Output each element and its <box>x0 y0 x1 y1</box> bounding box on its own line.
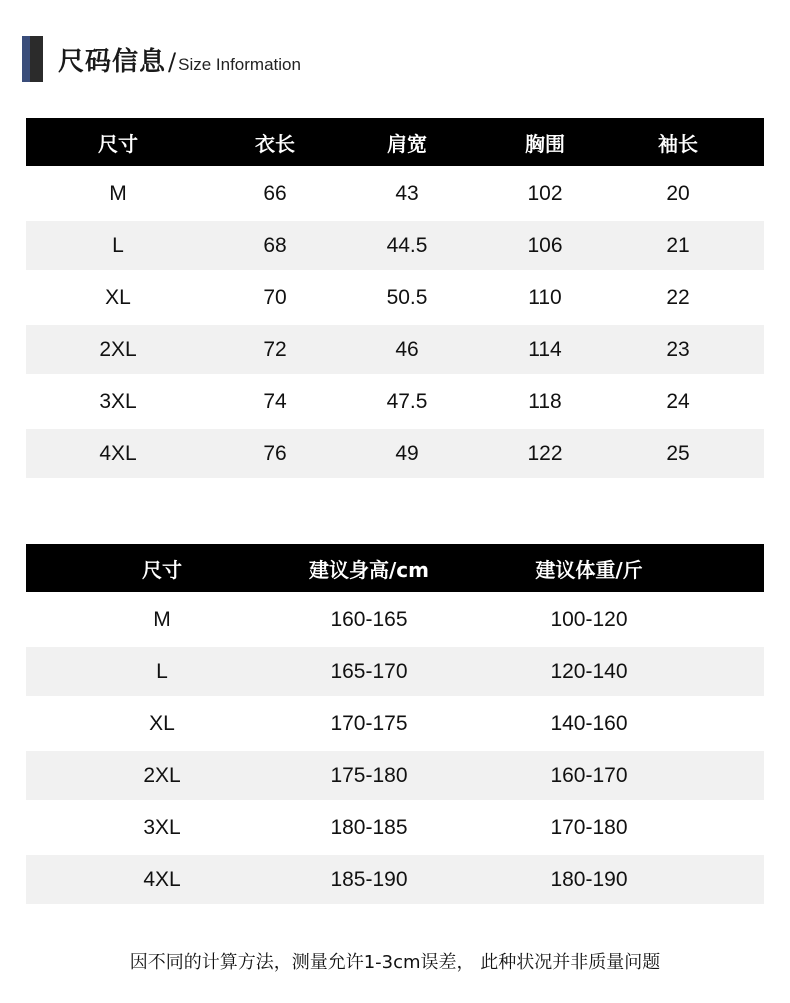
title-text <box>58 41 301 78</box>
cell-sleeve: 25 <box>666 441 690 465</box>
cell-chest: 118 <box>528 389 562 413</box>
cell-length: 74 <box>263 389 287 413</box>
cell-size: L <box>112 233 124 257</box>
cell-height: 185-190 <box>330 867 408 891</box>
cell-shoulder: 43 <box>395 181 419 205</box>
table-row <box>26 374 764 429</box>
column-header-weight: 建议体重/斤 <box>535 557 643 582</box>
title-chinese: 尺码信息 <box>58 46 167 77</box>
recommendation-table <box>26 544 764 904</box>
cell-weight: 140-160 <box>550 711 628 735</box>
title-slash: / <box>168 47 177 76</box>
cell-weight: 160-170 <box>550 763 628 787</box>
table-row <box>26 166 764 221</box>
table-row <box>26 325 764 374</box>
cell-length: 70 <box>263 285 287 309</box>
cell-weight: 100-120 <box>550 607 628 631</box>
cell-chest: 114 <box>528 337 562 361</box>
table-row <box>26 855 764 904</box>
cell-height: 160-165 <box>330 607 408 631</box>
cell-height: 175-180 <box>330 763 408 787</box>
size-table-header <box>26 118 764 166</box>
cell-size: 3XL <box>99 389 137 413</box>
cell-sleeve: 23 <box>666 337 690 361</box>
cell-size: 4XL <box>143 867 181 891</box>
table-row <box>26 270 764 325</box>
cell-height: 170-175 <box>330 711 408 735</box>
column-header-height: 建议身高/cm <box>309 557 429 582</box>
table-row <box>26 751 764 800</box>
cell-size: 3XL <box>143 815 181 839</box>
column-header-size: 尺寸 <box>98 131 138 156</box>
cell-chest: 106 <box>527 233 563 257</box>
table-row <box>26 221 764 270</box>
column-header-size: 尺寸 <box>142 557 182 582</box>
cell-size: 2XL <box>99 337 137 361</box>
cell-size: M <box>153 607 171 631</box>
cell-size: 2XL <box>143 763 181 787</box>
section-title <box>22 36 301 82</box>
title-accent-bar <box>22 36 43 82</box>
cell-weight: 120-140 <box>550 659 628 683</box>
title-english: Size Information <box>178 54 301 74</box>
table-row <box>26 429 764 478</box>
cell-chest: 122 <box>527 441 563 465</box>
cell-sleeve: 20 <box>666 181 690 205</box>
cell-size: 4XL <box>99 441 137 465</box>
cell-weight: 180-190 <box>550 867 628 891</box>
table-row <box>26 800 764 855</box>
cell-sleeve: 21 <box>666 233 690 257</box>
column-header-length: 衣长 <box>255 131 295 156</box>
cell-sleeve: 24 <box>666 389 690 413</box>
cell-length: 76 <box>263 441 287 465</box>
column-header-chest: 胸围 <box>525 131 565 156</box>
cell-sleeve: 22 <box>666 285 690 309</box>
cell-size: L <box>156 659 168 683</box>
table-row <box>26 647 764 696</box>
cell-length: 68 <box>263 233 287 257</box>
cell-shoulder: 46 <box>395 337 419 361</box>
cell-weight: 170-180 <box>550 815 628 839</box>
table-row <box>26 696 764 751</box>
cell-size: XL <box>149 711 175 735</box>
cell-chest: 110 <box>528 285 562 309</box>
table-row <box>26 592 764 647</box>
size-table <box>26 118 764 478</box>
column-header-shoulder: 肩宽 <box>387 131 427 156</box>
cell-length: 72 <box>263 337 287 361</box>
cell-shoulder: 49 <box>395 441 419 465</box>
cell-height: 165-170 <box>330 659 408 683</box>
recommendation-table-header <box>26 544 764 592</box>
cell-chest: 102 <box>527 181 563 205</box>
cell-shoulder: 44.5 <box>386 233 428 257</box>
measurement-footnote: 因不同的计算方法，测量允许1-3cm误差， 此种状况并非质量问题 <box>129 952 661 973</box>
column-header-sleeve: 袖长 <box>658 131 698 156</box>
cell-size: M <box>109 181 127 205</box>
cell-shoulder: 47.5 <box>386 389 428 413</box>
cell-length: 66 <box>263 181 287 205</box>
cell-height: 180-185 <box>330 815 408 839</box>
cell-shoulder: 50.5 <box>386 285 428 309</box>
cell-size: XL <box>105 285 131 309</box>
